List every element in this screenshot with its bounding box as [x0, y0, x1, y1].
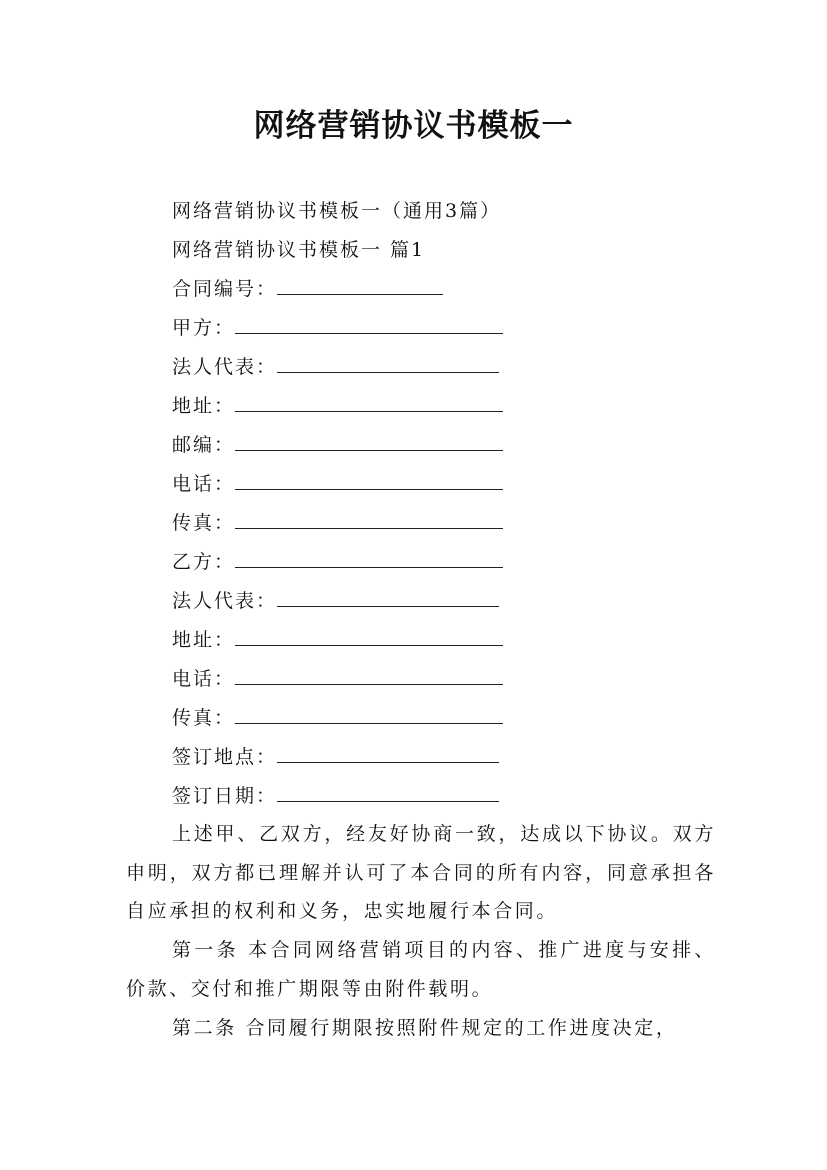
document-subtitle: 网络营销协议书模板一（通用3篇）: [172, 200, 502, 222]
blank-line: [235, 431, 503, 451]
field-party-a-legal-rep: [172, 353, 499, 381]
field-party-b-phone: [172, 665, 503, 693]
body-paragraph: 上述甲、乙双方，经友好协商一致，达成以下协议。双方申明，双方都已理解并认可了本合同的所有内容，同意承担各自应承担的权利和义务，忠实地履行本合同。: [126, 823, 716, 923]
body-paragraph: 第一条 本合同网络营销项目的内容、推广进度与安排、价款、交付和推广期限等由附件载明。: [126, 939, 716, 1000]
field-party-a-postcode: [172, 431, 503, 459]
field-label: 传真：: [172, 707, 236, 729]
blank-line: [235, 665, 503, 685]
blank-line: [235, 392, 503, 412]
field-label: 法人代表：: [172, 590, 278, 612]
body-paragraph: 第二条 合同履行期限按照附件规定的工作进度决定，: [172, 1017, 678, 1039]
field-label: 签订日期：: [172, 785, 278, 807]
field-label: 邮编：: [172, 434, 236, 456]
blank-line: [235, 626, 503, 646]
field-label: 法人代表：: [172, 356, 278, 378]
blank-line: [277, 743, 499, 763]
field-party-b-address: [172, 626, 503, 654]
blank-line: [235, 704, 503, 724]
field-label: 电话：: [172, 473, 236, 495]
field-label: 地址：: [172, 395, 236, 417]
field-party-a: [172, 314, 503, 342]
field-party-b: [172, 548, 503, 576]
field-contract-number: [172, 275, 443, 303]
field-signing-date: [172, 782, 499, 810]
field-label: 签订地点：: [172, 746, 278, 768]
blank-line: [235, 470, 503, 490]
field-label: 合同编号：: [172, 278, 278, 300]
section-heading: 网络营销协议书模板一 篇1: [172, 239, 426, 261]
blank-line: [277, 353, 499, 373]
field-label: 电话：: [172, 668, 236, 690]
blank-line: [235, 548, 503, 568]
field-label: 传真：: [172, 512, 236, 534]
field-label: 甲方：: [172, 317, 236, 339]
blank-line: [235, 509, 503, 529]
blank-line: [277, 275, 443, 295]
field-party-a-phone: [172, 470, 503, 498]
field-signing-place: [172, 743, 499, 771]
blank-line: [235, 314, 503, 334]
field-label: 乙方：: [172, 551, 236, 573]
field-party-b-fax: [172, 704, 503, 732]
blank-line: [277, 587, 499, 607]
field-party-a-fax: [172, 509, 503, 537]
field-label: 地址：: [172, 629, 236, 651]
field-party-a-address: [172, 392, 503, 420]
field-party-b-legal-rep: [172, 587, 499, 615]
document-title: 网络营销协议书模板一: [253, 108, 574, 144]
blank-line: [277, 782, 499, 802]
